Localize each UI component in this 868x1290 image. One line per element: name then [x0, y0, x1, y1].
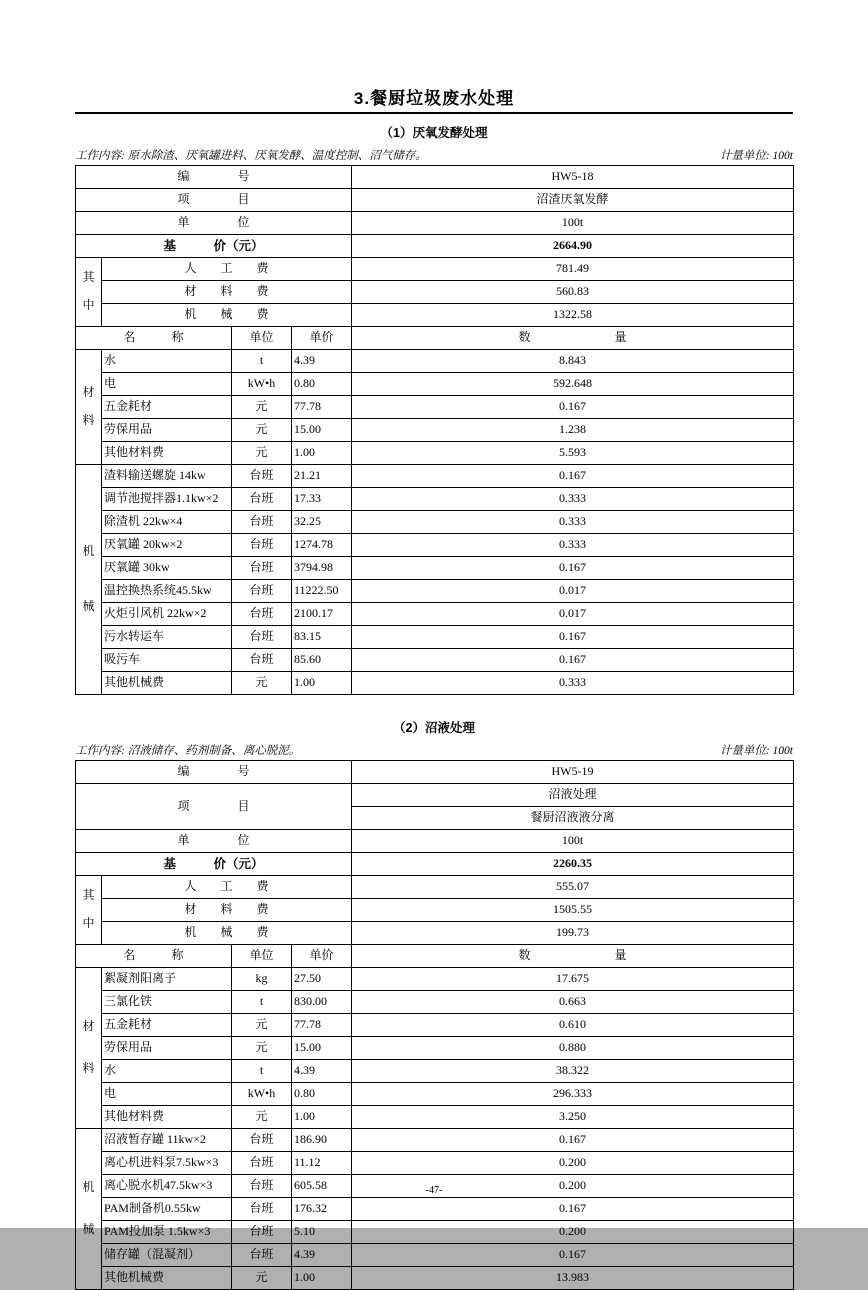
item-unit: 元 [232, 1267, 292, 1290]
table-row [76, 1129, 794, 1152]
section-2-unit-label: 计量单位: 100t [719, 745, 793, 757]
item-unit: 元 [232, 396, 292, 419]
item-name: 其他机械费 [102, 672, 232, 695]
table-row [76, 580, 794, 603]
item-value-2: 餐厨沼液液分离 [352, 807, 794, 830]
item-qty: 0.200 [352, 1175, 794, 1198]
section-1-work-content [75, 147, 427, 163]
col-header-qty: 数 量 [352, 945, 794, 968]
item-qty: 0.663 [352, 991, 794, 1014]
section-1-unit-label: 计量单位: 100t [719, 150, 793, 162]
item-unit: 台班 [232, 626, 292, 649]
item-name: 除渣机 22kw×4 [102, 511, 232, 534]
item-unit: 台班 [232, 580, 292, 603]
qizhong-label: 其 中 [76, 876, 102, 945]
item-name: 劳保用品 [102, 1037, 232, 1060]
item-label: 项 目 [76, 784, 352, 830]
page-number: -47- [425, 1185, 443, 1196]
unit-label: 单 位 [76, 212, 352, 235]
table-row [76, 876, 794, 899]
code-value: HW5-18 [352, 166, 794, 189]
table-row [76, 166, 794, 189]
item-unit: 元 [232, 419, 292, 442]
item-name: 吸污车 [102, 649, 232, 672]
item-price: 605.58 [292, 1175, 352, 1198]
labor-label: 人 工 费 [102, 876, 352, 899]
machine-fee-value: 199.73 [352, 922, 794, 945]
item-price: 1.00 [292, 442, 352, 465]
item-price: 17.33 [292, 488, 352, 511]
code-label: 编 号 [76, 761, 352, 784]
item-unit: 台班 [232, 1129, 292, 1152]
item-qty: 0.333 [352, 672, 794, 695]
item-qty: 3.250 [352, 1106, 794, 1129]
item-price: 11222.50 [292, 580, 352, 603]
table-row [76, 350, 794, 373]
work-content-text: 沼液储存、药剂制备、离心脱泥。 [127, 745, 301, 757]
col-header-name: 名 称 [76, 327, 232, 350]
item-name: 五金耗材 [102, 1014, 232, 1037]
table-row [76, 899, 794, 922]
item-price: 77.78 [292, 396, 352, 419]
section-1-meta [75, 147, 793, 163]
item-qty: 0.200 [352, 1221, 794, 1244]
section-2-work-content [75, 742, 300, 758]
item-unit: 元 [232, 672, 292, 695]
item-unit: 元 [232, 442, 292, 465]
col-header-price: 单价 [292, 327, 352, 350]
item-price: 27.50 [292, 968, 352, 991]
item-name: 离心机进料泵7.5kw×3 [102, 1152, 232, 1175]
item-name: 储存罐（混凝剂） [102, 1244, 232, 1267]
item-name: 离心脱水机47.5kw×3 [102, 1175, 232, 1198]
item-unit: 台班 [232, 1198, 292, 1221]
unit-value: 100t [352, 830, 794, 853]
item-unit: t [232, 350, 292, 373]
item-unit: kg [232, 968, 292, 991]
item-name: 絮凝剂阳离子 [102, 968, 232, 991]
item-price: 85.60 [292, 649, 352, 672]
item-unit: 台班 [232, 511, 292, 534]
item-unit: kW•h [232, 1083, 292, 1106]
item-qty: 8.843 [352, 350, 794, 373]
item-name: 渣料输送螺旋 14kw [102, 465, 232, 488]
table-header-row [76, 327, 794, 350]
col-header-qty: 数 量 [352, 327, 794, 350]
item-value: 沼渣厌氧发酵 [352, 189, 794, 212]
item-qty: 13.983 [352, 1267, 794, 1290]
item-name: 其他材料费 [102, 1106, 232, 1129]
code-value: HW5-19 [352, 761, 794, 784]
machine-fee-label: 机 械 费 [102, 304, 352, 327]
unit-value: 100t [352, 212, 794, 235]
material-fee-value: 1505.55 [352, 899, 794, 922]
item-qty: 0.167 [352, 1129, 794, 1152]
item-price: 0.80 [292, 1083, 352, 1106]
table-row [76, 649, 794, 672]
table-row [76, 419, 794, 442]
item-price: 15.00 [292, 419, 352, 442]
col-header-price: 单价 [292, 945, 352, 968]
item-unit: 元 [232, 1037, 292, 1060]
item-price: 176.32 [292, 1198, 352, 1221]
machine-fee-label: 机 械 费 [102, 922, 352, 945]
work-content-label: 工作内容: [75, 150, 125, 162]
base-price-value: 2664.90 [352, 235, 794, 258]
page-content [75, 84, 793, 1290]
item-qty: 38.322 [352, 1060, 794, 1083]
section-2-heading: （2）沼液处理 [393, 721, 475, 735]
table-row [76, 603, 794, 626]
item-name: 五金耗材 [102, 396, 232, 419]
table-row [76, 761, 794, 784]
item-price: 77.78 [292, 1014, 352, 1037]
section-2-table [75, 760, 794, 1290]
table-row [76, 1037, 794, 1060]
item-qty: 1.238 [352, 419, 794, 442]
table-row [76, 304, 794, 327]
unit-label: 单 位 [76, 830, 352, 853]
table-row [76, 212, 794, 235]
item-price: 830.00 [292, 991, 352, 1014]
item-unit: t [232, 1060, 292, 1083]
table-row [76, 922, 794, 945]
item-qty: 0.167 [352, 1198, 794, 1221]
table-row [76, 281, 794, 304]
item-qty: 5.593 [352, 442, 794, 465]
item-unit: t [232, 991, 292, 1014]
machine-group-label: 机 械 [76, 465, 102, 695]
item-qty: 0.167 [352, 626, 794, 649]
item-name: 厌氧罐 20kw×2 [102, 534, 232, 557]
item-name: 温控换热系统45.5kw [102, 580, 232, 603]
item-qty: 0.610 [352, 1014, 794, 1037]
work-content-text: 原水除渣、厌氧罐进料、厌氧发酵、温度控制、沼气储存。 [127, 150, 427, 162]
section-1-heading: （1）厌氧发酵处理 [380, 126, 488, 140]
item-qty: 296.333 [352, 1083, 794, 1106]
table-row [76, 1014, 794, 1037]
item-price: 15.00 [292, 1037, 352, 1060]
labor-label: 人 工 费 [102, 258, 352, 281]
table-row [76, 991, 794, 1014]
item-qty: 0.017 [352, 580, 794, 603]
item-name: PAM投加泵 1.5kw×3 [102, 1221, 232, 1244]
item-unit: 台班 [232, 1221, 292, 1244]
item-qty: 0.167 [352, 465, 794, 488]
item-name: PAM制备机0.55kw [102, 1198, 232, 1221]
item-qty: 0.167 [352, 649, 794, 672]
item-name: 火炬引风机 22kw×2 [102, 603, 232, 626]
machine-group-label: 机 械 [76, 1129, 102, 1290]
table-row [76, 968, 794, 991]
labor-value: 555.07 [352, 876, 794, 899]
item-price: 4.39 [292, 350, 352, 373]
material-fee-label: 材 料 费 [102, 281, 352, 304]
item-qty: 0.167 [352, 396, 794, 419]
table-row [76, 1106, 794, 1129]
item-qty: 0.167 [352, 1244, 794, 1267]
table-row [76, 235, 794, 258]
table-row [76, 1083, 794, 1106]
item-qty: 0.017 [352, 603, 794, 626]
item-unit: 台班 [232, 1244, 292, 1267]
base-price-label: 基 价（元） [76, 235, 352, 258]
item-name: 厌氧罐 30kw [102, 557, 232, 580]
item-unit: 台班 [232, 534, 292, 557]
item-unit: 台班 [232, 1175, 292, 1198]
item-qty: 17.675 [352, 968, 794, 991]
table-row [76, 511, 794, 534]
item-price: 1.00 [292, 672, 352, 695]
item-price: 21.21 [292, 465, 352, 488]
item-name: 劳保用品 [102, 419, 232, 442]
table-row [76, 373, 794, 396]
page-title: 3.餐厨垃圾废水处理 [75, 84, 793, 114]
table-row [76, 557, 794, 580]
item-unit: 台班 [232, 603, 292, 626]
item-unit: 台班 [232, 1152, 292, 1175]
item-price: 3794.98 [292, 557, 352, 580]
code-label: 编 号 [76, 166, 352, 189]
item-name: 水 [102, 350, 232, 373]
col-header-unit: 单位 [232, 327, 292, 350]
item-name: 三氯化铁 [102, 991, 232, 1014]
table-row [76, 1198, 794, 1221]
table-row [76, 465, 794, 488]
item-name: 调节池搅拌器1.1kw×2 [102, 488, 232, 511]
item-price: 4.39 [292, 1244, 352, 1267]
table-row [76, 672, 794, 695]
item-unit: 台班 [232, 557, 292, 580]
item-price: 83.15 [292, 626, 352, 649]
table-row [76, 626, 794, 649]
col-header-name: 名 称 [76, 945, 232, 968]
item-price: 1.00 [292, 1106, 352, 1129]
table-row [76, 1244, 794, 1267]
labor-value: 781.49 [352, 258, 794, 281]
item-qty: 0.200 [352, 1152, 794, 1175]
item-qty: 0.333 [352, 534, 794, 557]
item-price: 1274.78 [292, 534, 352, 557]
item-unit: kW•h [232, 373, 292, 396]
item-label: 项 目 [76, 189, 352, 212]
table-row [76, 853, 794, 876]
item-unit: 台班 [232, 649, 292, 672]
item-name: 其他机械费 [102, 1267, 232, 1290]
table-row [76, 1060, 794, 1083]
item-price: 0.80 [292, 373, 352, 396]
base-price-label: 基 价（元） [76, 853, 352, 876]
item-price: 5.10 [292, 1221, 352, 1244]
table-row [76, 830, 794, 853]
item-price: 1.00 [292, 1267, 352, 1290]
item-price: 11.12 [292, 1152, 352, 1175]
item-qty: 0.333 [352, 511, 794, 534]
table-row [76, 396, 794, 419]
item-qty: 0.167 [352, 557, 794, 580]
table-row [76, 488, 794, 511]
item-name: 水 [102, 1060, 232, 1083]
table-header-row [76, 945, 794, 968]
item-unit: 台班 [232, 488, 292, 511]
item-unit: 台班 [232, 465, 292, 488]
table-row [76, 189, 794, 212]
base-price-value: 2260.35 [352, 853, 794, 876]
item-name: 电 [102, 1083, 232, 1106]
item-price: 32.25 [292, 511, 352, 534]
col-header-unit: 单位 [232, 945, 292, 968]
item-price: 186.90 [292, 1129, 352, 1152]
work-content-label: 工作内容: [75, 745, 125, 757]
item-unit: 元 [232, 1106, 292, 1129]
material-fee-value: 560.83 [352, 281, 794, 304]
table-row [76, 784, 794, 807]
item-price: 2100.17 [292, 603, 352, 626]
table-row [76, 258, 794, 281]
table-row [76, 1267, 794, 1290]
material-fee-label: 材 料 费 [102, 899, 352, 922]
qizhong-label: 其 中 [76, 258, 102, 327]
table-row [76, 534, 794, 557]
table-row [76, 1221, 794, 1244]
item-name: 其他材料费 [102, 442, 232, 465]
material-group-label: 材 料 [76, 350, 102, 465]
item-qty: 592.648 [352, 373, 794, 396]
item-name: 污水转运车 [102, 626, 232, 649]
item-qty: 0.880 [352, 1037, 794, 1060]
item-unit: 元 [232, 1014, 292, 1037]
item-qty: 0.333 [352, 488, 794, 511]
item-name: 沼液暂存罐 11kw×2 [102, 1129, 232, 1152]
table-row [76, 1152, 794, 1175]
machine-fee-value: 1322.58 [352, 304, 794, 327]
item-price: 4.39 [292, 1060, 352, 1083]
item-name: 电 [102, 373, 232, 396]
section-2-meta [75, 742, 793, 758]
table-row [76, 442, 794, 465]
item-value-1: 沼液处理 [352, 784, 794, 807]
material-group-label: 材 料 [76, 968, 102, 1129]
section-1-table [75, 165, 794, 695]
